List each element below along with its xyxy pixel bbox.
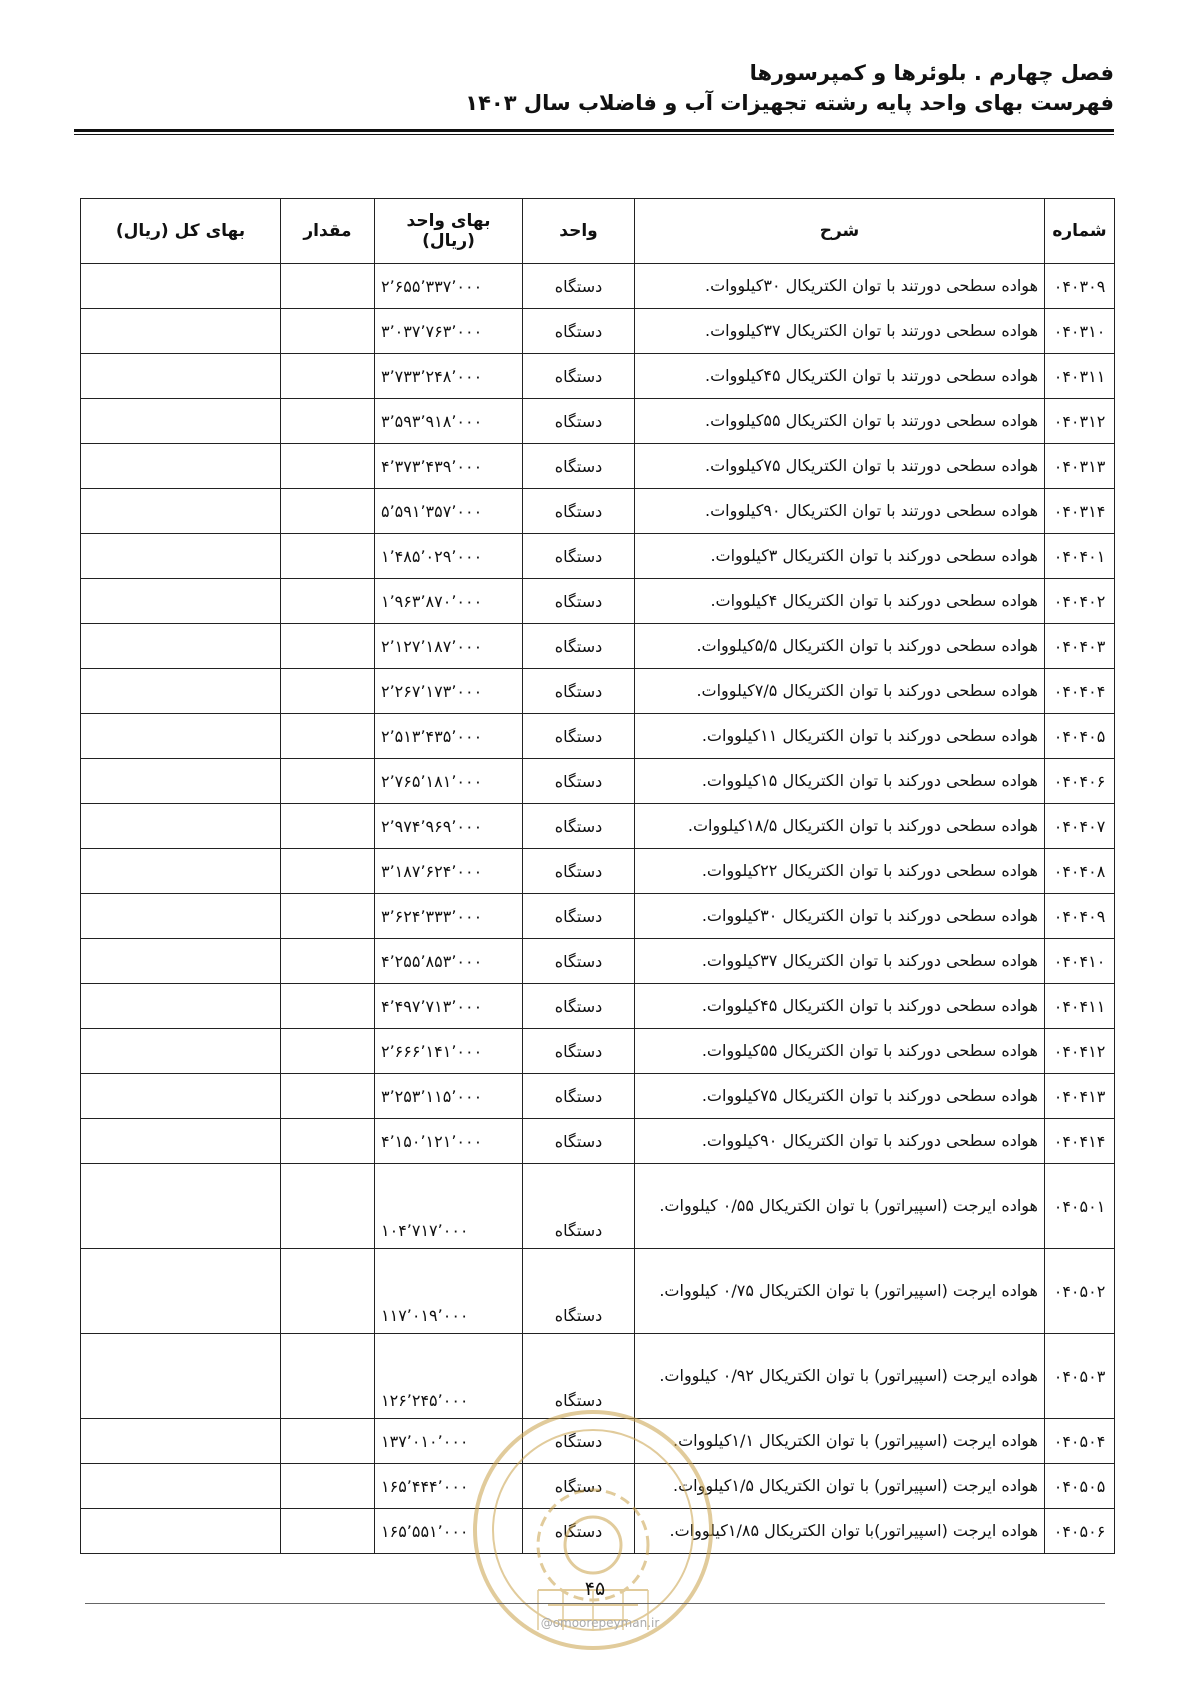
item-unit-price: ۳٬۷۳۳٬۲۴۸٬۰۰۰: [375, 354, 523, 399]
item-unit-price: ۲٬۹۷۴٬۹۶۹٬۰۰۰: [375, 804, 523, 849]
item-unit-price: ۲٬۱۲۷٬۱۸۷٬۰۰۰: [375, 624, 523, 669]
item-code: ۰۴۰۳۰۹: [1045, 264, 1115, 309]
item-description: هواده سطحی دورکند با توان الکتریکال ۷/۵کیلووات.: [635, 669, 1045, 714]
item-quantity: [281, 624, 375, 669]
item-quantity: [281, 444, 375, 489]
item-total-price: [81, 759, 281, 804]
item-code: ۰۴۰۴۰۹: [1045, 894, 1115, 939]
item-code: ۰۴۰۵۰۱: [1045, 1164, 1115, 1249]
item-code: ۰۴۰۳۱۰: [1045, 309, 1115, 354]
item-unit-price: ۲٬۷۶۵٬۱۸۱٬۰۰۰: [375, 759, 523, 804]
item-code: ۰۴۰۴۰۵: [1045, 714, 1115, 759]
item-code: ۰۴۰۴۱۱: [1045, 984, 1115, 1029]
item-description: هواده سطحی دورکند با توان الکتریکال ۳۰کیلووات.: [635, 894, 1045, 939]
item-description: هواده ایرجت (اسپیراتور)با توان الکتریکال ۱/۸۵کیلووات.: [635, 1509, 1045, 1554]
item-total-price: [81, 669, 281, 714]
item-unit-price: ۳٬۲۵۳٬۱۱۵٬۰۰۰: [375, 1074, 523, 1119]
item-code: ۰۴۰۳۱۲: [1045, 399, 1115, 444]
item-total-price: [81, 714, 281, 759]
item-total-price: [81, 1334, 281, 1419]
item-unit: دستگاه: [523, 489, 635, 534]
item-description: هواده سطحی دورکند با توان الکتریکال ۱۵کیلووات.: [635, 759, 1045, 804]
table-row: [81, 1164, 1115, 1249]
item-total-price: [81, 579, 281, 624]
item-code: ۰۴۰۴۰۸: [1045, 849, 1115, 894]
item-description: هواده ایرجت (اسپیراتور) با توان الکتریکال ۱/۵کیلووات.: [635, 1464, 1045, 1509]
item-unit: دستگاه: [523, 1029, 635, 1074]
item-description: هواده سطحی دورکند با توان الکتریکال ۵/۵کیلووات.: [635, 624, 1045, 669]
item-total-price: [81, 1464, 281, 1509]
table-body: [81, 264, 1115, 1554]
item-quantity: [281, 489, 375, 534]
item-description: هواده سطحی دورتند با توان الکتریکال ۵۵کیلووات.: [635, 399, 1045, 444]
item-description: هواده سطحی دورتند با توان الکتریکال ۴۵کیلووات.: [635, 354, 1045, 399]
item-quantity: [281, 669, 375, 714]
item-unit: دستگاه: [523, 579, 635, 624]
item-description: هواده سطحی دورکند با توان الکتریکال ۵۵کیلووات.: [635, 1029, 1045, 1074]
item-code: ۰۴۰۴۰۱: [1045, 534, 1115, 579]
watermark-text: @omoorepeyman.ir: [540, 1616, 660, 1630]
item-unit: دستگاه: [523, 759, 635, 804]
item-code: ۰۴۰۴۱۰: [1045, 939, 1115, 984]
item-unit: دستگاه: [523, 984, 635, 1029]
item-quantity: [281, 804, 375, 849]
item-quantity: [281, 1249, 375, 1334]
item-unit: دستگاه: [523, 399, 635, 444]
price-table: [80, 198, 1115, 1554]
header-unit: واحد: [523, 199, 635, 264]
item-unit-price: ۲٬۶۵۵٬۳۳۷٬۰۰۰: [375, 264, 523, 309]
table-row: [81, 1249, 1115, 1334]
item-unit: دستگاه: [523, 624, 635, 669]
item-unit: دستگاه: [523, 849, 635, 894]
item-unit: دستگاه: [523, 939, 635, 984]
item-quantity: [281, 849, 375, 894]
item-code: ۰۴۰۴۱۳: [1045, 1074, 1115, 1119]
item-unit: دستگاه: [523, 1334, 635, 1419]
item-unit: دستگاه: [523, 714, 635, 759]
item-total-price: [81, 894, 281, 939]
item-quantity: [281, 984, 375, 1029]
item-unit-price: ۱۲۶٬۲۴۵٬۰۰۰: [375, 1334, 523, 1419]
item-code: ۰۴۰۴۰۶: [1045, 759, 1115, 804]
header-quantity: مقدار: [281, 199, 375, 264]
table-row: [81, 309, 1115, 354]
item-total-price: [81, 309, 281, 354]
item-description: هواده سطحی دورکند با توان الکتریکال ۳کیلووات.: [635, 534, 1045, 579]
item-quantity: [281, 354, 375, 399]
item-quantity: [281, 579, 375, 624]
item-unit-price: ۱٬۹۶۳٬۸۷۰٬۰۰۰: [375, 579, 523, 624]
item-unit-price: ۱۳۷٬۰۱۰٬۰۰۰: [375, 1419, 523, 1464]
table-row: [81, 939, 1115, 984]
item-code: ۰۴۰۳۱۴: [1045, 489, 1115, 534]
item-total-price: [81, 984, 281, 1029]
item-description: هواده سطحی دورکند با توان الکتریکال ۹۰کیلووات.: [635, 1119, 1045, 1164]
header-total-price: بهای کل (ریال): [81, 199, 281, 264]
item-quantity: [281, 939, 375, 984]
item-unit-price: ۵٬۵۹۱٬۳۵۷٬۰۰۰: [375, 489, 523, 534]
item-code: ۰۴۰۴۰۲: [1045, 579, 1115, 624]
table-row: [81, 354, 1115, 399]
item-code: ۰۴۰۵۰۵: [1045, 1464, 1115, 1509]
item-unit: دستگاه: [523, 309, 635, 354]
header-rule-thin: [74, 134, 1114, 135]
table-row: [81, 534, 1115, 579]
item-code: ۰۴۰۵۰۶: [1045, 1509, 1115, 1554]
item-code: ۰۴۰۴۱۲: [1045, 1029, 1115, 1074]
table-row: [81, 579, 1115, 624]
item-unit-price: ۳٬۶۲۴٬۳۳۳٬۰۰۰: [375, 894, 523, 939]
item-code: ۰۴۰۴۰۷: [1045, 804, 1115, 849]
item-total-price: [81, 264, 281, 309]
item-unit: دستگاه: [523, 804, 635, 849]
page-number: ۴۵: [584, 1578, 606, 1600]
item-total-price: [81, 804, 281, 849]
item-unit-price: ۳٬۱۸۷٬۶۲۴٬۰۰۰: [375, 849, 523, 894]
item-description: هواده ایرجت (اسپیراتور) با توان الکتریکال ۰/۷۵ کیلووات.: [635, 1249, 1045, 1334]
item-description: هواده سطحی دورکند با توان الکتریکال ۳۷کیلووات.: [635, 939, 1045, 984]
table-row: [81, 1119, 1115, 1164]
item-total-price: [81, 1509, 281, 1554]
item-quantity: [281, 1029, 375, 1074]
item-description: هواده سطحی دورکند با توان الکتریکال ۱۸/۵کیلووات.: [635, 804, 1045, 849]
item-code: ۰۴۰۴۰۴: [1045, 669, 1115, 714]
item-unit-price: ۳٬۰۳۷٬۷۶۳٬۰۰۰: [375, 309, 523, 354]
item-unit: دستگاه: [523, 534, 635, 579]
item-total-price: [81, 939, 281, 984]
item-description: هواده ایرجت (اسپیراتور) با توان الکتریکال ۰/۵۵ کیلووات.: [635, 1164, 1045, 1249]
item-description: هواده سطحی دورکند با توان الکتریکال ۱۱کیلووات.: [635, 714, 1045, 759]
item-quantity: [281, 309, 375, 354]
item-quantity: [281, 894, 375, 939]
item-unit: دستگاه: [523, 264, 635, 309]
item-description: هواده سطحی دورکند با توان الکتریکال ۴۵کیلووات.: [635, 984, 1045, 1029]
item-unit-price: ۱۰۴٬۷۱۷٬۰۰۰: [375, 1164, 523, 1249]
item-total-price: [81, 354, 281, 399]
item-quantity: [281, 1464, 375, 1509]
item-unit-price: ۴٬۳۷۳٬۴۳۹٬۰۰۰: [375, 444, 523, 489]
item-description: هواده ایرجت (اسپیراتور) با توان الکتریکال ۰/۹۲ کیلووات.: [635, 1334, 1045, 1419]
item-quantity: [281, 1419, 375, 1464]
item-code: ۰۴۰۳۱۱: [1045, 354, 1115, 399]
document-title: فهرست بهای واحد پایه رشته تجهیزات آب و فاضلاب سال ۱۴۰۳: [465, 91, 1114, 115]
header-code: شماره: [1045, 199, 1115, 264]
item-unit: دستگاه: [523, 669, 635, 714]
table-row: [81, 894, 1115, 939]
item-description: هواده سطحی دورکند با توان الکتریکال ۴کیلووات.: [635, 579, 1045, 624]
item-total-price: [81, 534, 281, 579]
item-unit-price: ۴٬۱۵۰٬۱۲۱٬۰۰۰: [375, 1119, 523, 1164]
table-row: [81, 759, 1115, 804]
table-row: [81, 444, 1115, 489]
item-description: هواده سطحی دورتند با توان الکتریکال ۳۷کیلووات.: [635, 309, 1045, 354]
item-total-price: [81, 489, 281, 534]
item-quantity: [281, 1119, 375, 1164]
item-quantity: [281, 1074, 375, 1119]
item-total-price: [81, 1249, 281, 1334]
item-description: هواده سطحی دورتند با توان الکتریکال ۳۰کیلووات.: [635, 264, 1045, 309]
item-unit: دستگاه: [523, 1464, 635, 1509]
item-unit: دستگاه: [523, 1249, 635, 1334]
item-total-price: [81, 1119, 281, 1164]
table-header-row: [81, 199, 1115, 264]
item-quantity: [281, 714, 375, 759]
item-description: هواده ایرجت (اسپیراتور) با توان الکتریکال ۱/۱کیلووات.: [635, 1419, 1045, 1464]
item-unit-price: ۱۶۵٬۴۴۴٬۰۰۰: [375, 1464, 523, 1509]
item-description: هواده سطحی دورتند با توان الکتریکال ۷۵کیلووات.: [635, 444, 1045, 489]
table-row: [81, 1074, 1115, 1119]
item-unit-price: ۴٬۲۵۵٬۸۵۳٬۰۰۰: [375, 939, 523, 984]
item-unit-price: ۴٬۴۹۷٬۷۱۳٬۰۰۰: [375, 984, 523, 1029]
item-unit-price: ۲٬۵۱۳٬۴۳۵٬۰۰۰: [375, 714, 523, 759]
item-quantity: [281, 1509, 375, 1554]
table-row: [81, 1029, 1115, 1074]
item-total-price: [81, 624, 281, 669]
header-description: شرح: [635, 199, 1045, 264]
item-unit-price: ۱۶۵٬۵۵۱٬۰۰۰: [375, 1509, 523, 1554]
table-row: [81, 849, 1115, 894]
table-row: [81, 264, 1115, 309]
footer-rule: [85, 1603, 1105, 1604]
item-total-price: [81, 444, 281, 489]
item-quantity: [281, 399, 375, 444]
item-code: ۰۴۰۴۱۴: [1045, 1119, 1115, 1164]
item-unit: دستگاه: [523, 354, 635, 399]
item-unit: دستگاه: [523, 1164, 635, 1249]
item-quantity: [281, 1334, 375, 1419]
item-unit: دستگاه: [523, 1119, 635, 1164]
page-header: [74, 58, 1114, 118]
item-unit-price: ۲٬۲۶۷٬۱۷۳٬۰۰۰: [375, 669, 523, 714]
table-row: [81, 489, 1115, 534]
header-unit-price: بهای واحد (ریال): [375, 199, 523, 264]
item-quantity: [281, 1164, 375, 1249]
item-total-price: [81, 1029, 281, 1074]
item-description: هواده سطحی دورتند با توان الکتریکال ۹۰کیلووات.: [635, 489, 1045, 534]
item-code: ۰۴۰۵۰۲: [1045, 1249, 1115, 1334]
item-unit: دستگاه: [523, 1074, 635, 1119]
item-code: ۰۴۰۴۰۳: [1045, 624, 1115, 669]
item-quantity: [281, 534, 375, 579]
table-row: [81, 669, 1115, 714]
item-quantity: [281, 759, 375, 804]
table-row: [81, 714, 1115, 759]
item-code: ۰۴۰۵۰۴: [1045, 1419, 1115, 1464]
table-row: [81, 624, 1115, 669]
item-total-price: [81, 1074, 281, 1119]
item-unit: دستگاه: [523, 444, 635, 489]
item-unit-price: ۲٬۶۶۶٬۱۴۱٬۰۰۰: [375, 1029, 523, 1074]
item-code: ۰۴۰۵۰۳: [1045, 1334, 1115, 1419]
item-total-price: [81, 1164, 281, 1249]
item-unit-price: ۳٬۵۹۳٬۹۱۸٬۰۰۰: [375, 399, 523, 444]
table-row: [81, 984, 1115, 1029]
table-row: [81, 399, 1115, 444]
item-unit-price: ۱٬۴۸۵٬۰۲۹٬۰۰۰: [375, 534, 523, 579]
item-code: ۰۴۰۳۱۳: [1045, 444, 1115, 489]
item-quantity: [281, 264, 375, 309]
item-description: هواده سطحی دورکند با توان الکتریکال ۲۲کیلووات.: [635, 849, 1045, 894]
item-total-price: [81, 849, 281, 894]
item-unit-price: ۱۱۷٬۰۱۹٬۰۰۰: [375, 1249, 523, 1334]
chapter-title: فصل چهارم . بلوئرها و کمپرسورها: [749, 61, 1114, 85]
item-unit: دستگاه: [523, 1509, 635, 1554]
table-row: [81, 804, 1115, 849]
item-unit: دستگاه: [523, 894, 635, 939]
item-description: هواده سطحی دورکند با توان الکتریکال ۷۵کیلووات.: [635, 1074, 1045, 1119]
item-unit: دستگاه: [523, 1419, 635, 1464]
header-rule-thick: [74, 129, 1114, 132]
item-total-price: [81, 399, 281, 444]
item-total-price: [81, 1419, 281, 1464]
